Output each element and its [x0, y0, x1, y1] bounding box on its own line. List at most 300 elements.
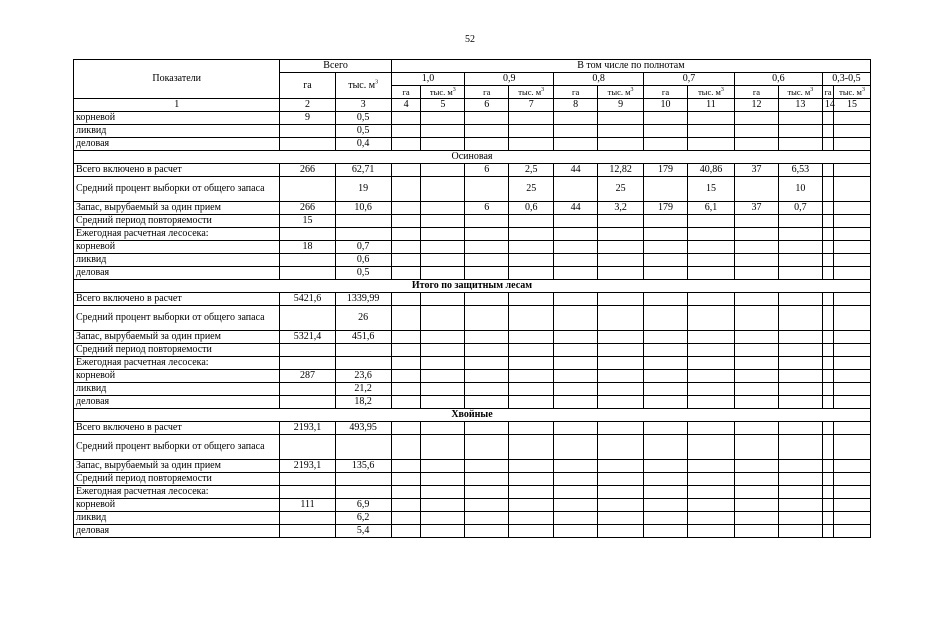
table-cell [421, 306, 465, 331]
table-cell [778, 112, 822, 125]
table-cell [822, 357, 833, 370]
table-cell [335, 228, 391, 241]
table-cell: 179 [644, 164, 688, 177]
table-cell [734, 370, 778, 383]
table-row [74, 125, 871, 138]
table-cell: 0,4 [335, 138, 391, 151]
table-cell [391, 202, 421, 215]
table-cell [834, 435, 871, 460]
table-cell [554, 422, 598, 435]
column-number: 13 [778, 99, 822, 112]
table-cell [465, 254, 509, 267]
table-row [74, 486, 871, 499]
row-label: Всего включено в расчет [74, 422, 280, 435]
table-cell [280, 435, 335, 460]
column-number: 1 [74, 99, 280, 112]
table-cell [822, 383, 833, 396]
table-cell: 25 [598, 177, 644, 202]
table-cell [421, 215, 465, 228]
table-cell [834, 344, 871, 357]
table-cell [421, 228, 465, 241]
table-cell [822, 486, 833, 499]
header-total-ha: га [280, 73, 335, 99]
table-cell [778, 460, 822, 473]
table-cell [834, 293, 871, 306]
table-cell [280, 357, 335, 370]
table-cell [822, 460, 833, 473]
table-cell [598, 215, 644, 228]
table-row [74, 306, 871, 331]
table-cell [734, 357, 778, 370]
table-cell [465, 370, 509, 383]
table-cell: 266 [280, 202, 335, 215]
table-cell [778, 370, 822, 383]
table-cell [598, 512, 644, 525]
table-cell: 62,71 [335, 164, 391, 177]
table-cell [644, 460, 688, 473]
table-cell: 15 [280, 215, 335, 228]
table-cell: 26 [335, 306, 391, 331]
table-cell [834, 138, 871, 151]
header-density-4: 0,7 [644, 73, 735, 86]
table-cell [687, 473, 734, 486]
table-cell [734, 125, 778, 138]
table-cell [598, 525, 644, 538]
table-cell [391, 306, 421, 331]
header-row-1 [74, 60, 871, 73]
table-cell [644, 486, 688, 499]
table-cell: 451,6 [335, 331, 391, 344]
table-cell [598, 306, 644, 331]
table-cell [598, 499, 644, 512]
table-cell [421, 164, 465, 177]
table-cell [421, 202, 465, 215]
table-cell [391, 383, 421, 396]
table-cell [644, 396, 688, 409]
table-cell [778, 357, 822, 370]
table-cell [280, 254, 335, 267]
table-cell: 18,2 [335, 396, 391, 409]
table-cell [465, 306, 509, 331]
table-cell [687, 344, 734, 357]
table-cell [734, 331, 778, 344]
section-title: Итого по защитным лесам [74, 280, 871, 293]
table-cell: 15 [687, 177, 734, 202]
table-cell [554, 215, 598, 228]
table-cell [391, 177, 421, 202]
table-cell [778, 486, 822, 499]
table-cell [687, 525, 734, 538]
table-cell [465, 473, 509, 486]
table-cell [554, 486, 598, 499]
table-cell [598, 125, 644, 138]
table-cell [734, 267, 778, 280]
row-label: корневой [74, 370, 280, 383]
table-cell: 5421,6 [280, 293, 335, 306]
column-number: 12 [734, 99, 778, 112]
row-label: Средний процент выборки от общего запаса [74, 177, 280, 202]
table-row [74, 383, 871, 396]
row-label: Всего включено в расчет [74, 293, 280, 306]
table-cell [687, 499, 734, 512]
table-cell [822, 293, 833, 306]
table-cell [834, 241, 871, 254]
table-cell [509, 125, 554, 138]
table-cell [421, 473, 465, 486]
table-cell [280, 383, 335, 396]
table-row [74, 370, 871, 383]
table-cell [834, 125, 871, 138]
table-cell [822, 138, 833, 151]
table-cell [734, 215, 778, 228]
header-total-volume: тыс. $м^3$ [335, 73, 391, 99]
table-cell [509, 241, 554, 254]
table-cell [822, 435, 833, 460]
column-number: 10 [644, 99, 688, 112]
table-cell [598, 112, 644, 125]
table-cell [598, 241, 644, 254]
table-cell [554, 460, 598, 473]
table-cell [280, 512, 335, 525]
table-cell [834, 486, 871, 499]
table-cell [644, 228, 688, 241]
table-row [74, 512, 871, 525]
table-cell [465, 396, 509, 409]
table-cell [421, 370, 465, 383]
header-unit-ha: га [734, 86, 778, 99]
table-cell: 2193,1 [280, 422, 335, 435]
table-cell [421, 383, 465, 396]
table-cell: 9 [280, 112, 335, 125]
table-cell [465, 293, 509, 306]
table-cell [421, 512, 465, 525]
table-cell [465, 486, 509, 499]
table-cell [421, 396, 465, 409]
table-cell [778, 512, 822, 525]
table-cell [554, 370, 598, 383]
table-cell [687, 370, 734, 383]
table-cell: 5,4 [335, 525, 391, 538]
table-cell [644, 254, 688, 267]
table-cell [391, 215, 421, 228]
table-cell [554, 331, 598, 344]
table-cell [644, 357, 688, 370]
table-cell [554, 267, 598, 280]
table-cell [598, 486, 644, 499]
table-cell [391, 370, 421, 383]
row-label: корневой [74, 499, 280, 512]
table-cell [598, 473, 644, 486]
table-cell [778, 241, 822, 254]
table-cell [465, 125, 509, 138]
table-cell [554, 254, 598, 267]
row-label: Средний период повторяемости [74, 473, 280, 486]
header-total: Всего [280, 60, 391, 73]
table-cell [598, 460, 644, 473]
table-row [74, 396, 871, 409]
table-cell [554, 306, 598, 331]
table-cell [687, 228, 734, 241]
table-cell [509, 254, 554, 267]
table-cell: 18 [280, 241, 335, 254]
table-cell [687, 267, 734, 280]
row-label: Средний период повторяемости [74, 344, 280, 357]
table-cell [734, 486, 778, 499]
table-cell [822, 267, 833, 280]
table-cell [778, 293, 822, 306]
table-cell [421, 499, 465, 512]
table-cell [687, 215, 734, 228]
table-cell [834, 228, 871, 241]
table-row [74, 267, 871, 280]
header-unit-ha: га [554, 86, 598, 99]
table-cell [598, 396, 644, 409]
header-density-5: 0,6 [734, 73, 822, 86]
header-unit-volume: тыс. $м^3$ [834, 86, 871, 99]
table-cell [509, 383, 554, 396]
row-label: Ежегодная расчетная лесосека: [74, 486, 280, 499]
table-cell [834, 357, 871, 370]
table-cell [554, 499, 598, 512]
table-cell [421, 486, 465, 499]
table-cell: 0,7 [778, 202, 822, 215]
table-cell [421, 435, 465, 460]
table-cell [421, 125, 465, 138]
header-density-2: 0,9 [465, 73, 554, 86]
table-cell [280, 486, 335, 499]
table-cell [598, 383, 644, 396]
table-cell [687, 383, 734, 396]
table-cell [644, 422, 688, 435]
table-cell [465, 215, 509, 228]
table-row [74, 228, 871, 241]
table-row [74, 435, 871, 460]
table-cell [734, 177, 778, 202]
table-cell [391, 331, 421, 344]
table-cell [644, 241, 688, 254]
table-cell [421, 267, 465, 280]
table-cell [509, 486, 554, 499]
table-cell [554, 125, 598, 138]
column-number: 11 [687, 99, 734, 112]
table-cell [465, 331, 509, 344]
table-cell [598, 435, 644, 460]
table-cell [734, 499, 778, 512]
table-cell [644, 267, 688, 280]
table-cell: 10 [778, 177, 822, 202]
table-row [74, 344, 871, 357]
table-cell [734, 512, 778, 525]
table-row [74, 293, 871, 306]
table-cell: 0,5 [335, 125, 391, 138]
table-cell: 25 [509, 177, 554, 202]
table-cell [465, 357, 509, 370]
table-cell [734, 306, 778, 331]
table-cell [391, 293, 421, 306]
table-cell: 37 [734, 164, 778, 177]
table-cell [822, 228, 833, 241]
table-row [74, 331, 871, 344]
table-cell [554, 435, 598, 460]
table-cell [644, 112, 688, 125]
table-cell [391, 138, 421, 151]
table-cell [834, 177, 871, 202]
table-cell: 6,2 [335, 512, 391, 525]
table-cell [391, 422, 421, 435]
table-cell [598, 344, 644, 357]
table-cell [644, 512, 688, 525]
table-cell [280, 228, 335, 241]
table-cell [509, 422, 554, 435]
table-cell [734, 383, 778, 396]
table-cell [421, 525, 465, 538]
table-cell [734, 293, 778, 306]
table-cell [391, 267, 421, 280]
table-cell [687, 254, 734, 267]
table-cell [687, 112, 734, 125]
table-cell [465, 138, 509, 151]
row-label: Запас, вырубаемый за один прием [74, 202, 280, 215]
table-row [74, 164, 871, 177]
table-cell [391, 241, 421, 254]
table-cell [465, 177, 509, 202]
table-cell [644, 344, 688, 357]
header-unit-ha: га [465, 86, 509, 99]
table-cell: 3,2 [598, 202, 644, 215]
table-cell: 6,9 [335, 499, 391, 512]
table-cell [834, 164, 871, 177]
table-cell [509, 460, 554, 473]
table-cell [509, 344, 554, 357]
table-cell [391, 344, 421, 357]
table-row [74, 460, 871, 473]
table-cell [734, 112, 778, 125]
table-cell [465, 228, 509, 241]
table-cell [834, 460, 871, 473]
table-cell [687, 396, 734, 409]
table-cell [834, 112, 871, 125]
table-cell: 6,53 [778, 164, 822, 177]
table-cell [391, 228, 421, 241]
table-cell [465, 422, 509, 435]
table-cell [822, 254, 833, 267]
table-cell: 10,6 [335, 202, 391, 215]
table-cell [598, 293, 644, 306]
table-cell [644, 383, 688, 396]
table-cell [509, 267, 554, 280]
table-cell [822, 512, 833, 525]
table-cell [822, 202, 833, 215]
table-cell [822, 473, 833, 486]
table-cell [778, 306, 822, 331]
table-cell [554, 177, 598, 202]
table-cell [391, 125, 421, 138]
table-row [74, 138, 871, 151]
table-cell [822, 125, 833, 138]
table-cell [598, 267, 644, 280]
table-cell [391, 357, 421, 370]
table-cell: 19 [335, 177, 391, 202]
table-cell [687, 486, 734, 499]
table-cell: 6,1 [687, 202, 734, 215]
table-cell [778, 383, 822, 396]
row-label: Запас, вырубаемый за один прием [74, 460, 280, 473]
table-cell: 37 [734, 202, 778, 215]
table-cell [391, 164, 421, 177]
table-cell [509, 228, 554, 241]
table-cell [834, 202, 871, 215]
table-cell: 6 [465, 202, 509, 215]
table-cell [391, 473, 421, 486]
table-row [74, 241, 871, 254]
table-cell [554, 396, 598, 409]
table-cell [554, 512, 598, 525]
table-cell [598, 254, 644, 267]
table-cell [465, 241, 509, 254]
table-cell [778, 499, 822, 512]
table-cell [554, 228, 598, 241]
table-cell [822, 164, 833, 177]
table-row [74, 473, 871, 486]
column-number: 7 [509, 99, 554, 112]
table-row [74, 112, 871, 125]
table-cell [509, 215, 554, 228]
table-cell [644, 215, 688, 228]
table-cell [778, 215, 822, 228]
table-cell [509, 112, 554, 125]
table-cell [554, 293, 598, 306]
table-cell: 2,5 [509, 164, 554, 177]
header-unit-ha: га [391, 86, 421, 99]
table-cell [421, 331, 465, 344]
table-row [74, 202, 871, 215]
column-number: 3 [335, 99, 391, 112]
row-label: ликвид [74, 512, 280, 525]
table-cell [391, 435, 421, 460]
table-cell: 135,6 [335, 460, 391, 473]
row-label: Запас, вырубаемый за один прием [74, 331, 280, 344]
table-cell [822, 331, 833, 344]
table-cell [280, 177, 335, 202]
table-cell: 0,6 [335, 254, 391, 267]
page-number: 52 [465, 34, 475, 45]
header-unit-volume: тыс. $м^3$ [687, 86, 734, 99]
table-cell [734, 138, 778, 151]
table-cell: 21,2 [335, 383, 391, 396]
table-cell [509, 370, 554, 383]
table-cell [335, 486, 391, 499]
table-cell: 2193,1 [280, 460, 335, 473]
table-cell [822, 177, 833, 202]
section-header-row [74, 409, 871, 422]
table-cell [421, 112, 465, 125]
table-cell [778, 422, 822, 435]
table-cell [778, 435, 822, 460]
table-cell [644, 293, 688, 306]
table-cell [391, 499, 421, 512]
table-cell [834, 473, 871, 486]
table-cell [644, 473, 688, 486]
table-cell [509, 357, 554, 370]
table-row [74, 525, 871, 538]
table-cell [822, 499, 833, 512]
header-unit-volume: тыс. $м^3$ [509, 86, 554, 99]
table-cell [834, 370, 871, 383]
table-cell [280, 473, 335, 486]
column-number: 6 [465, 99, 509, 112]
table-cell [509, 138, 554, 151]
table-cell [421, 241, 465, 254]
